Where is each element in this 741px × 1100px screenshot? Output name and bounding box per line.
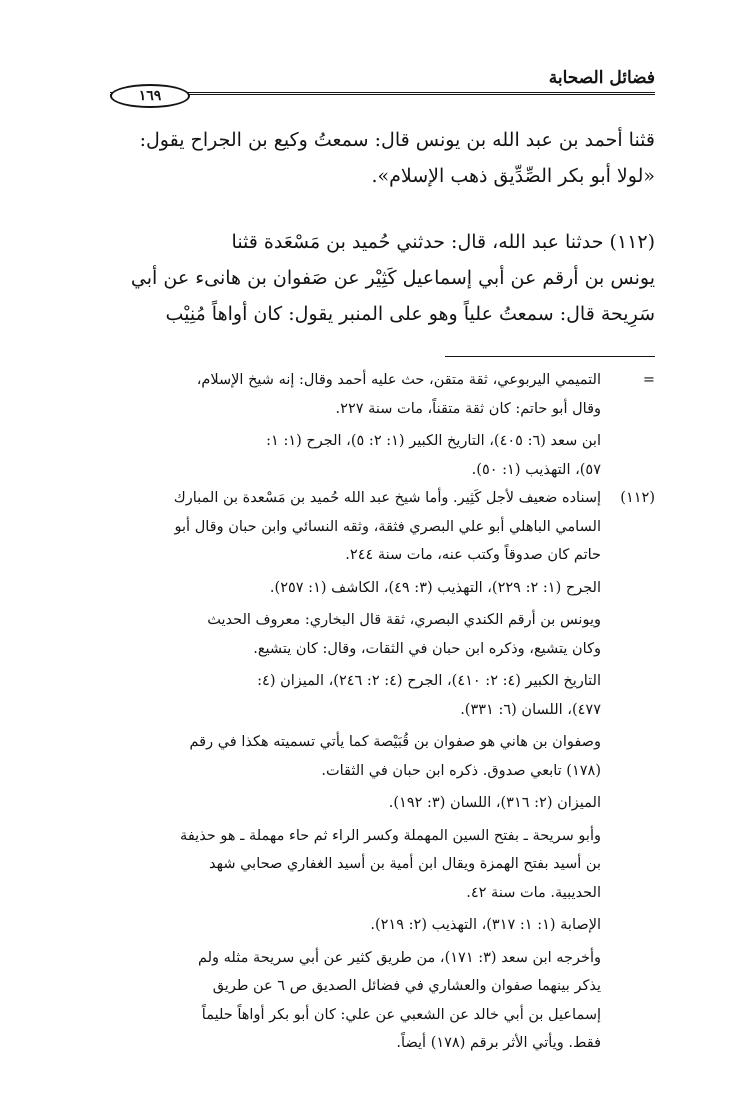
footnote-line: إسماعيل بن أبي خالد عن الشعبي عن علي: كان أبو بكر أواهاً حليماً (201, 1006, 601, 1023)
footnote-marker: (١١٢) (620, 490, 655, 506)
page-number: ١٦٩ (110, 84, 190, 108)
footnote-line: حاتم كان صدوقاً وكتب عنه، مات سنة ٢٤٤. (345, 547, 601, 563)
footnote-marker: = (642, 372, 655, 388)
footnote-line: وقال أبو حاتم: كان ثقة متقناً، مات سنة ٢٢٧. (335, 400, 601, 417)
footnote-line: بن أسيد بفتح الهمزة ويقال ابن أمية بن أسيد الغفاري صحابي شهد (209, 856, 601, 872)
footnote-line: (١٧٨) تابعي صدوق. ذكره ابن حبان في الثقات. (321, 762, 601, 779)
footnote-line: الإصابة (١: ١: ٣١٧)، التهذيب (٢: ٢١٩). (370, 917, 601, 933)
footnote-line: الجرح (١: ٢: ٢٢٩)، التهذيب (٣: ٤٩)، الكاشف (١: ٢٥٧). (269, 579, 601, 596)
footnote-body (85, 484, 601, 1058)
footnotes (85, 366, 655, 1058)
main-line: قثنا أحمد بن عبد الله بن يونس قال: سمعتُ وكيع بن الجراح يقول: (139, 129, 655, 151)
footnote-112 (85, 484, 655, 1058)
footnote-line: التميمي اليربوعي، ثقة متقن، حث عليه أحمد وقال: إنه شيخ الإسلام، (196, 372, 601, 388)
main-line: سَرِيحة قال: سمعتُ علياً وهو على المنبر يقول: كان أواهاً مُنِيْب (165, 303, 655, 325)
main-line: يونس بن أرقم عن أبي إسماعيل كَثِيْر عن صَفوان بن هانىء عن أبي (130, 267, 655, 289)
footnote-line: الميزان (٢: ٣١٦)، اللسان (٣: ١٩٢). (388, 795, 601, 811)
footnote-line: ابن سعد (٦: ٤٠٥)، التاريخ الكبير (١: ٢: ٥)، الجرح (١: ١: (266, 433, 601, 449)
footnote-line: إسناده ضعيف لأجل كَثِير. وأما شيخ عبد الله حُميد بن مَسْعدة بن المبارك (173, 490, 601, 506)
footnote-line: وكان يتشيع، وذكره ابن حبان في الثقات، وقال: كان يتشيع. (253, 640, 601, 657)
main-text (85, 122, 655, 332)
footnote-line: الحديبية. مات سنة ٤٢. (466, 884, 601, 901)
main-line: «لولا أبو بكر الصِّدِّيق ذهب الإسلام». (371, 165, 655, 187)
footnote-line: السامي الباهلي أبو علي البصري فثقة، وثقه النسائي وابن حبان وقال أبو (174, 518, 601, 535)
footnote-line: ٤٧٧)، اللسان (٦: ٣٣١). (460, 701, 601, 718)
footnote-line: يذكر بينهما صفوان والعشاري في فضائل الصديق ص ٦ عن طريق (212, 978, 601, 994)
footnote-line: وأخرجه ابن سعد (٣: ١٧١)، من طريق كثير عن أبي سريحة مثله ولم (197, 949, 601, 966)
footnote-line: التاريخ الكبير (٤: ٢: ٤١٠)، الجرح (٤: ٢: ٢٤٦)، الميزان (٤: (257, 673, 601, 689)
running-title: فضائل الصحابة (548, 68, 655, 88)
paragraph-gap (85, 194, 655, 224)
footnote-line: ويونس بن أرقم الكندي البصري، ثقة قال البخاري: معروف الحديث (207, 612, 601, 628)
footnote-line: وأبو سريحة ـ بفتح السين المهملة وكسر الراء ثم حاء مهملة ـ هو حذيفة (180, 827, 601, 844)
footnote-body (85, 366, 601, 484)
header-rule (110, 92, 655, 95)
footnote-line: ٥٧)، التهذيب (١: ٥٠). (471, 461, 601, 478)
footnote-line: وصفوان بن هاني هو صفوان بن قُبَيْصة كما يأتي تسميته هكذا في رقم (189, 734, 601, 750)
footnote-line: فقط. ويأتي الأثر برقم (١٧٨) أيضاً. (396, 1035, 601, 1051)
footnote-separator (445, 356, 655, 357)
footnote-continuation (85, 366, 655, 484)
main-line: (١١٢) حدثنا عبد الله، قال: حدثني حُميد بن مَسْعَدة قثنا (231, 231, 655, 253)
